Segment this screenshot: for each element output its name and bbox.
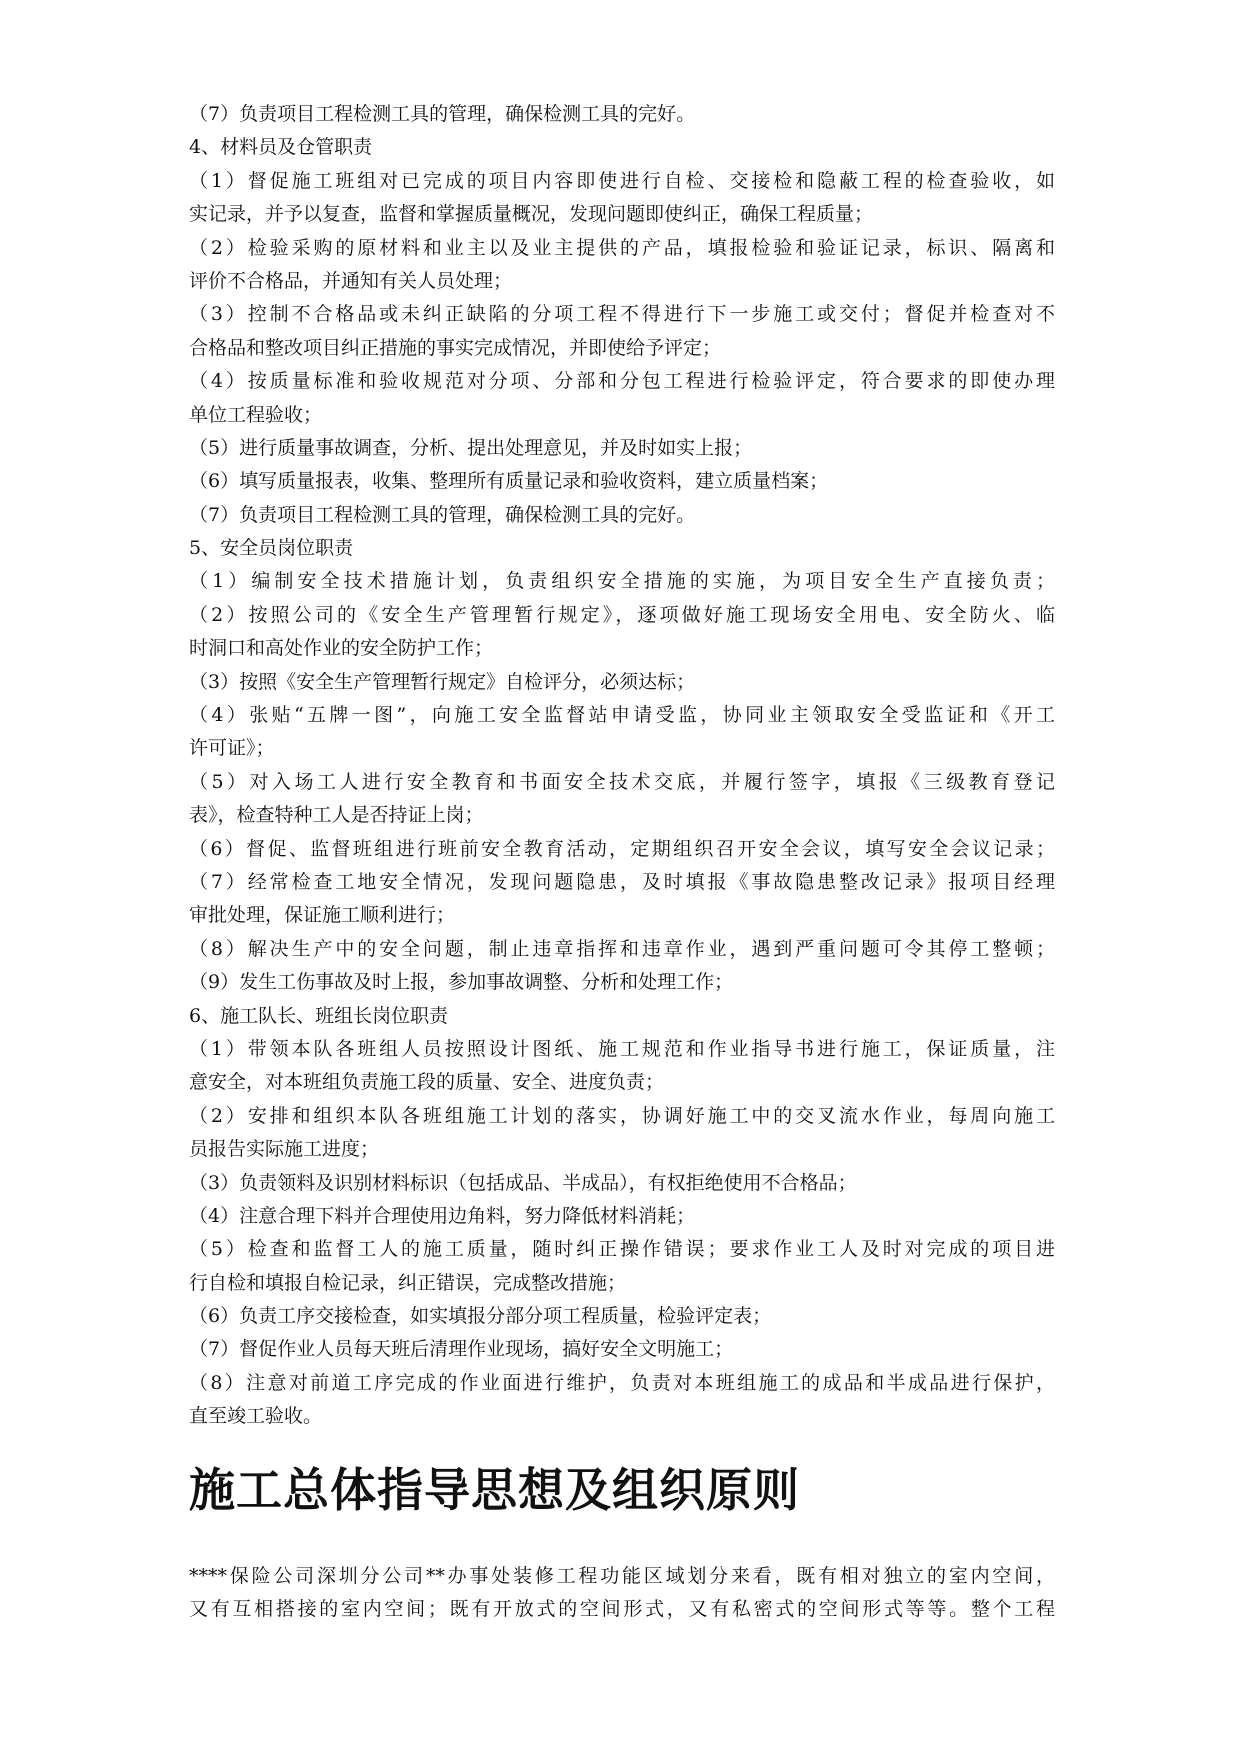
text-line: 行自检和填报自检记录，纠正错误，完成整改措施； <box>189 1271 627 1294</box>
text-line: 表》，检查特种工人是否持证上岗； <box>189 804 484 827</box>
text-line: （3）控制不合格品或未纠正缺陷的分项工程不得进行下一步施工或交付；督促并检查对不 <box>189 303 1055 326</box>
text-line: （2）安排和组织本队各班组施工计划的落实，协调好施工中的交叉流水作业，每周向施工 <box>189 1104 1055 1127</box>
text-line: 直至竣工验收。 <box>189 1405 323 1428</box>
text-line: 单位工程验收； <box>189 403 323 426</box>
body-text-bottom <box>189 1560 1055 1627</box>
text-line: 时洞口和高处作业的安全防护工作； <box>189 637 494 660</box>
text-line: （2）检验采购的原材料和业主以及业主提供的产品，填报检验和验证记录，标识、隔离和 <box>189 236 1055 259</box>
text-line: （9）发生工伤事故及时上报，参加事故调整、分析和处理工作； <box>189 971 734 994</box>
text-line: （7）经常检查工地安全情况，发现问题隐患，及时填报《事故隐患整改记录》报项目经理 <box>189 870 1055 893</box>
text-line: （2）按照公司的《安全生产管理暂行规定》，逐项做好施工现场安全用电、安全防火、临 <box>189 603 1055 626</box>
text-line: （8）解决生产中的安全问题，制止违章指挥和违章作业，遇到严重问题可令其停工整顿； <box>189 937 1055 960</box>
document-page <box>189 98 1055 1626</box>
text-line: 评价不合格品，并通知有关人员处理； <box>189 269 513 292</box>
text-line: 实记录，并予以复查，监督和掌握质量概况，发现问题即使纠正，确保工程质量； <box>189 203 874 226</box>
text-line: 意安全，对本班组负责施工段的质量、安全、进度负责； <box>189 1071 665 1094</box>
text-line: （6）填写质量报表，收集、整理所有质量记录和验收资料，建立质量档案； <box>189 470 829 493</box>
text-line: 合格品和整改项目纠正措施的事实完成情况，并即使给予评定； <box>189 336 722 359</box>
text-line: （7）负责项目工程检测工具的管理，确保检测工具的完好。 <box>189 103 696 125</box>
text-line: （1）带领本队各班组人员按照设计图纸、施工规范和作业指导书进行施工，保证质量，注 <box>189 1037 1055 1060</box>
text-line: 又有互相搭接的室内空间；既有开放式的空间形式，又有私密式的空间形式等等。整个工程 <box>189 1598 1055 1621</box>
text-line: （1）编制安全技术措施计划，负责组织安全措施的实施，为项目安全生产直接负责； <box>189 570 1055 593</box>
text-line: （1）督促施工班组对已完成的项目内容即使进行自检、交接检和隐蔽工程的检查验收，如 <box>189 169 1055 192</box>
section-heading: 6、施工队长、班组长岗位职责 <box>189 1004 449 1027</box>
text-line: 员报告实际施工进度； <box>189 1138 380 1161</box>
text-line: ****保险公司深圳分公司**办事处装修工程功能区域划分来看，既有相对独立的室内空间， <box>189 1564 1055 1587</box>
section-heading: 4、材料员及仓管职责 <box>189 136 373 159</box>
section-title: 施工总体指导思想及组织原则 <box>189 1462 800 1517</box>
section-heading: 5、安全员岗位职责 <box>189 537 354 560</box>
text-line: （5）进行质量事故调查，分析、提出处理意见，并及时如实上报； <box>189 436 753 459</box>
body-text-top <box>189 98 1055 1434</box>
text-line: （4）注意合理下料并合理使用边角料，努力降低材料消耗； <box>189 1204 696 1227</box>
text-line: （3）负责领料及识别材料标识（包括成品、半成品），有权拒绝使用不合格品； <box>189 1171 857 1194</box>
text-line: （5）检查和监督工人的施工质量，随时纠正操作错误；要求作业工人及时对完成的项目进 <box>189 1238 1055 1261</box>
text-line: （5）对入场工人进行安全教育和书面安全技术交底，并履行签字，填报《三级教育登记 <box>189 770 1055 793</box>
text-line: （4）按质量标准和验收规范对分项、分部和分包工程进行检验评定，符合要求的即使办理 <box>189 370 1055 393</box>
text-line: （6）督促、监督班组进行班前安全教育活动，定期组织召开安全会议，填写安全会议记录； <box>189 837 1055 860</box>
text-line: （8）注意对前道工序完成的作业面进行维护，负责对本班组施工的成品和半成品进行保护， <box>189 1371 1055 1394</box>
text-line: （6）负责工序交接检查，如实填报分部分项工程质量，检验评定表； <box>189 1305 772 1328</box>
text-line: （3）按照《安全生产管理暂行规定》自检评分，必须达标； <box>189 670 696 693</box>
text-line: 许可证》； <box>189 737 275 760</box>
text-line: 审批处理，保证施工顺利进行； <box>189 904 456 927</box>
text-line: （7）督促作业人员每天班后清理作业现场，搞好安全文明施工； <box>189 1338 734 1361</box>
text-line: （4）张贴“五牌一图”，向施工安全监督站申请受监，协同业主领取安全受监证和《开工 <box>189 704 1055 727</box>
text-line: （7）负责项目工程检测工具的管理，确保检测工具的完好。 <box>189 503 696 526</box>
